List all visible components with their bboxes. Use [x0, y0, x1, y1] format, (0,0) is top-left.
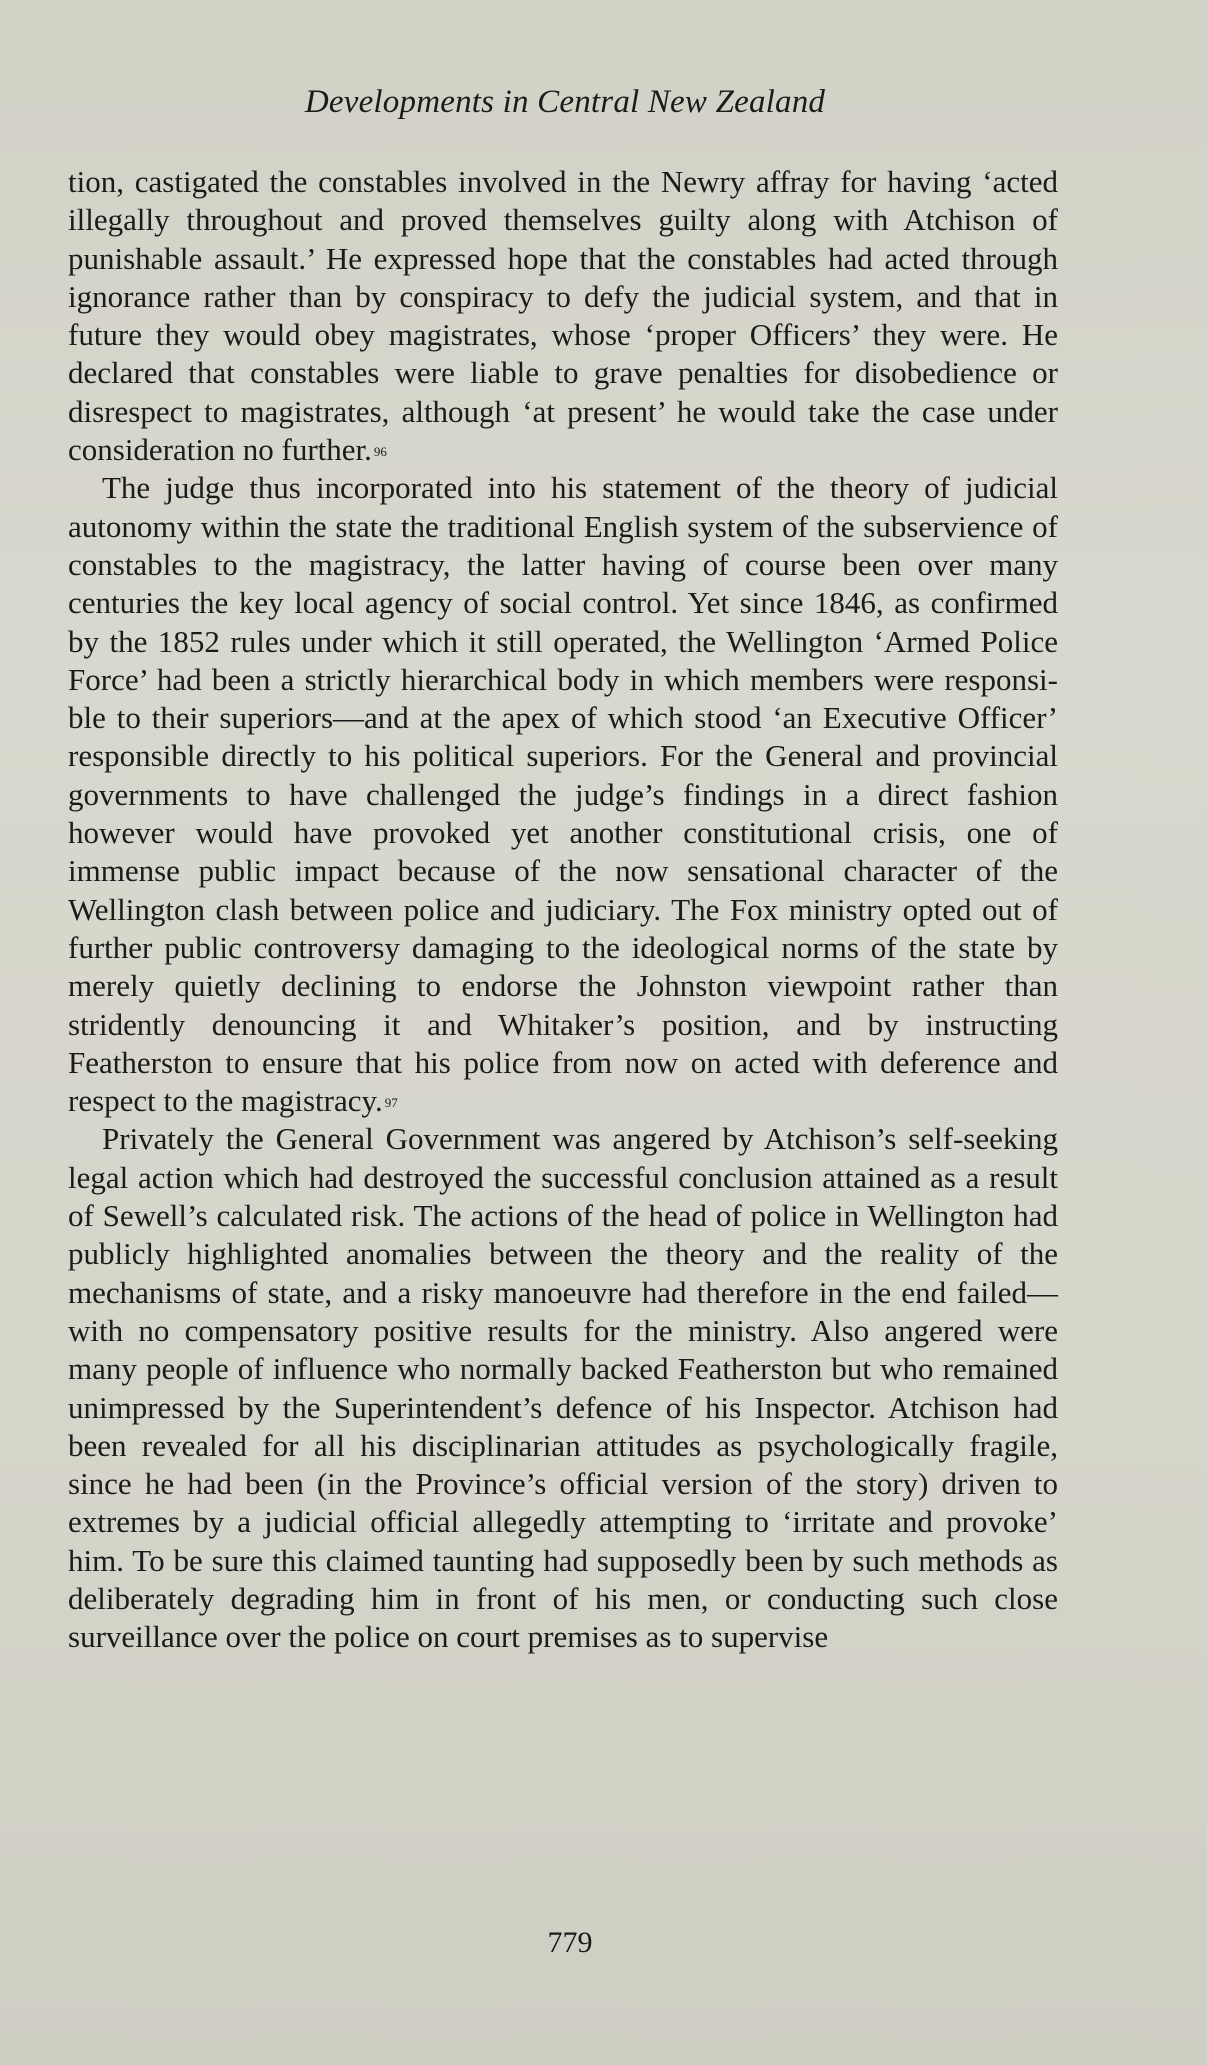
footnote-ref-97: 97 [384, 1095, 398, 1111]
paragraph-1-text: tion, castigated the constables involved in the Newry affray for having ‘acted illegally throughout and proved themselves guilty along with Atchison of punishable assault.’ He expressed hope that the constables had acted through ignorance rather than by conspiracy to defy the judicial system, and that in future they would obey magistrates, whose ‘proper Officers’ they were. He declared that constables were liable to grave penalties for disobedience or disrespect to magistrates, although ‘at present’ he would take the case under consideration no further. [68, 164, 1058, 468]
footnote-ref-96: 96 [373, 444, 387, 460]
paragraph-3 [68, 1120, 1058, 1656]
paragraph-1 [68, 163, 1058, 469]
body-text [68, 163, 1058, 1657]
paragraph-3-text: Privately the General Government was angered by Atchison’s self-seeking legal action which had destroyed the successful conclusion attained as a result of Sewell’s calculated risk. The actions of the head of police in Wellington had publicly highlighted anomalies between the theory and the reality of the mechanisms of state, and a risky manoeuvre had therefore in the end failed—with no compensatory positive results for the ministry. Also angered were many people of influence who normally backed Featherston but who remained unimpressed by the Superintendent’s defence of his Inspector. Atchison had been revealed for all his disciplinarian attitudes as psychologically fragile, since he had been (in the Province’s official version of the story) driven to extremes by a judicial official allegedly attempting to ‘irritate and provoke’ him. To be sure this claimed taunting had supposedly been by such methods as deliberately degrading him in front of his men, or conducting such close surveillance over the police on court premises as to supervise [68, 1121, 1058, 1655]
running-head: Developments in Central New Zealand [304, 84, 826, 120]
page-number: 779 [547, 1926, 593, 1959]
paragraph-2-text: The judge thus incorporated into his statement of the theory of judicial autonomy within the state the traditional English system of the subservience of constables to the magistracy, the latter having of course been over many centuries the key local agency of social control. Yet since 1846, as confirmed by the 1852 rules under which it still operated, the Wellington ‘Armed Police Force’ had been a strictly hierarchical body in which members were responsible to their superiors—and at the apex of which stood ‘an Executive Officer’ responsible directly to his political superiors. For the General and provincial governments to have challenged the judge’s findings in a direct fashion however would have provoked yet another constitutional crisis, one of immense public impact because of the now sensational character of the Wellington clash between police and judiciary. The Fox ministry opted out of further public controversy damaging to the ideological norms of the state by merely quietly declining to endorse the Johnston viewpoint rather than stridently denouncing it and Whitaker’s position, and by instructing Featherston to ensure that his police from now on acted with deference and respect to the magistracy. [68, 470, 1058, 1119]
paragraph-2 [68, 469, 1058, 1120]
